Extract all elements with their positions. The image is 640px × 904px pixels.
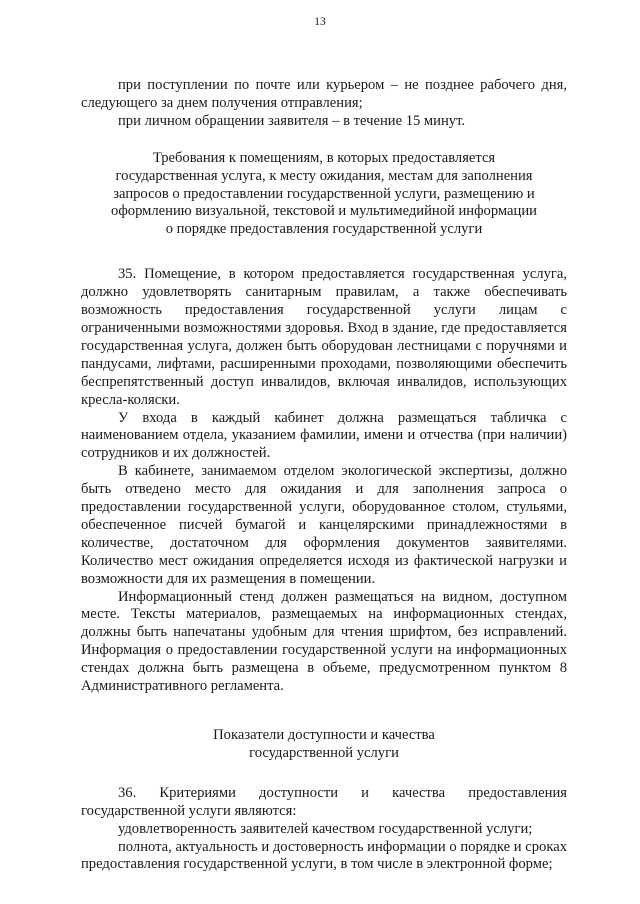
paragraph-satisfaction: удовлетворенность заявителей качеством государственной услуги; — [118, 820, 533, 837]
paragraph-info-stand: Информационный стенд должен размещаться на видном, доступном месте. Тексты материалов, размещаемых на информационных стендах, должны быть напечатаны удобным для чтения шрифтом, без исправлений. Информация о предоставлении государственной услуги на информационных стендах должна быть размещена в объеме, предусмотренном пунктом 8 Административного регламента. — [81, 588, 567, 695]
paragraph-entrance-sign: У входа в каждый кабинет должна размещаться табличка с наименованием отдела, указанием фамилии, имени и отчества (при наличии) сотрудников и их должностей. — [81, 409, 567, 462]
paragraph-completeness: полнота, актуальность и достоверность информации о порядке и сроках предоставления государственной услуги, в том числе в электронной форме; — [81, 838, 567, 873]
section-heading-premises: Требования к помещениям, в которых предоставляется государственная услуга, к месту ожидания, местам для заполнения запросов о предоставлении государственной услуги, размещению и оформлению визуальной, текстовой и мультимедийной информации о порядке предоставления государственной услуги — [111, 149, 537, 238]
paragraph-35: 35. Помещение, в котором предоставляется государственная услуга, должно удовлетворять санитарным правилам, а также обеспечивать возможность предоставления государственной услуги лицам с ограниченными возможностями здоровья. Вход в здание, где предоставляется государственная услуга, должен быть оборудован лестницами с поручнями и пандусами, лифтами, расширенными проходами, позволяющими обеспечить беспрепятственный доступ инвалидов, включая инвалидов, использующих кресла-коляски. — [81, 266, 567, 408]
document-body — [81, 77, 567, 874]
paragraph-personal-visit-deadline: при личном обращении заявителя – в течение 15 минут. — [118, 112, 466, 129]
paragraph-36: 36. Критериями доступности и качества предоставления государственной услуги являются: — [81, 784, 567, 819]
paragraph-postal-deadline: при поступлении по почте или курьером – не позднее рабочего дня, следующего за днем получения отправления; — [81, 77, 567, 111]
paragraph-waiting-area: В кабинете, занимаемом отделом экологической экспертизы, должно быть отведено место для ожидания и для заполнения запроса о предоставлении государственной услуги, оборудованное столом, стульями, обеспеченное писчей бумагой и канцелярскими принадлежностями в количестве, достаточном для оформления документов заявителями. Количество мест ожидания определяется исходя из фактической нагрузки и возможности для их размещения в помещении. — [81, 463, 567, 587]
page-number: 13 — [314, 16, 326, 28]
section-heading-quality: Показатели доступности и качества государственной услуги — [213, 727, 435, 761]
